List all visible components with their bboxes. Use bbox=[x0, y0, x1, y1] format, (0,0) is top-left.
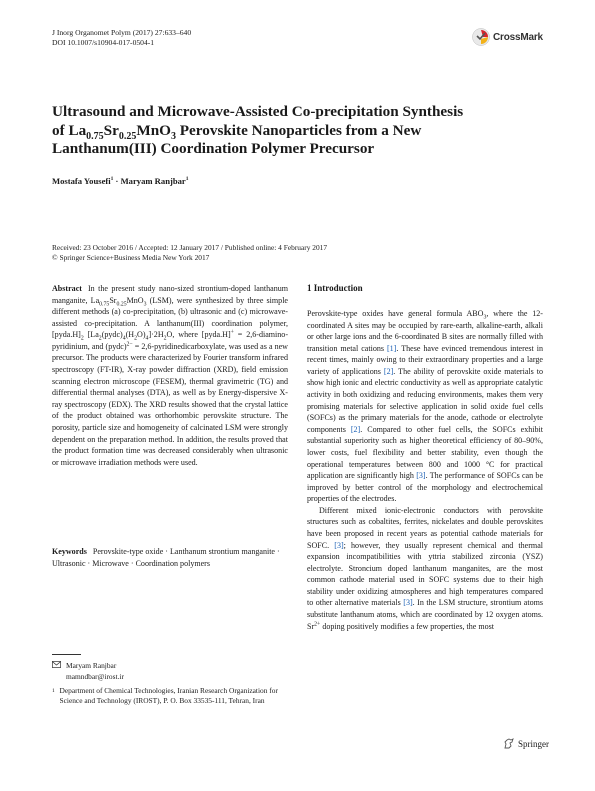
crossmark-badge[interactable] bbox=[472, 26, 552, 48]
title-line-2: of $La_{0.75}Sr_{0.25}MnO_3$ Perovskite Nanoparticles from a New bbox=[52, 121, 422, 142]
title-line-1: Ultrasound and Microwave-Assisted Co-precipitation Synthesis bbox=[52, 103, 464, 120]
crossmark-label: CrossMark bbox=[493, 31, 543, 43]
journal-citation: J Inorg Organomet Polym (2017) 27:633–640 bbox=[52, 28, 192, 37]
corresponding-name: Maryam Ranjbar bbox=[66, 661, 117, 670]
abstract-heading: Abstract bbox=[52, 284, 82, 293]
section-heading-introduction: 1 Introduction bbox=[307, 283, 363, 293]
author-list: Mostafa Yousefi$^1$ · Maryam Ranjbar$^1$ bbox=[52, 176, 189, 186]
abstract: Abstract In the present study nano-sized strontium-doped lanthanum manganite, $La_{0.75}Sr_{0.25}MnO_3$ (LSM), were synthesized by three simple different methods (a) co-precipitation, (b) ultrasonic and (c) microwave-assisted co-precipitation. A lanthanum(III) coordination polymer, $[pyda.H]_2$ $[La_2(pydc)_4(H_2O)_4]\cdot 2H_2O$, where [pyda.H]+ = 2,6-diamino-pyridinium, and (pydc)$^{2-}$ = 2,6-pyridinedicarboxylate, was used as a new precursor. The products were characterized by Fourier transform infrared spectroscopy (FT-IR), X-ray powder diffraction (XRD), field emission scanning electron microscope (FESEM), thermal gravimetric (TG) and differential thermal analyses (DTA), as well as by Energy-dispersive X-ray spectroscopy (EDX). The XRD results showed that the crystal lattice of the product obtained was orthorhombic perovskite structure. The porosity, particle size and homogeneity of calcinated LSM were strongly dependent on the preparation method. In addition, the results proved that the product formation time was decreased considerably when ultrasonic or microwave irradiation methods were used. bbox=[52, 284, 289, 467]
keywords-heading: Keywords bbox=[52, 547, 87, 556]
affiliation: 1 Department of Chemical Technologies, Iranian Research Organization for Science and Technology (IROST), P. O. Box 33535-111, Tehran, Iran bbox=[52, 686, 288, 706]
introduction-body bbox=[307, 308, 543, 632]
envelope-icon bbox=[52, 660, 66, 671]
citation-link[interactable]: [2] bbox=[383, 366, 394, 376]
email-link[interactable]: mamndbar@irost.ir bbox=[66, 672, 124, 681]
citation-link[interactable]: [2] bbox=[350, 424, 361, 434]
doi-line[interactable]: DOI 10.1007/s10904-017-0504-1 bbox=[52, 38, 155, 47]
paragraph: Different mixed ionic-electronic conductors with perovskite structures such as cobaltites, ferrites, nickelates and double perovskites have been proposed in recent years as potential cathode materials for SOFC. [3]; however, they usually represent chemical and thermal expansion incompatibilities with yttria stabilized zirconia (YSZ) electrolyte. Stroncium doped lanthanum manganites, are the most common cathode material used in SOFC systems due to their high stability under oxidizing atmospheres and high temperatures compared to other alternative materials [3]. In the LSM structure, strontium atoms substitute lanthanum atoms, which are coordinated by 12 oxygen atoms. $Sr^{2+}$ doping positively modifies a few properties, the most bbox=[307, 505, 543, 631]
footnote-divider bbox=[52, 654, 81, 655]
author-name[interactable]: Maryam Ranjbar bbox=[120, 176, 186, 186]
copyright-line: © Springer Science+Business Media New York 2017 bbox=[52, 253, 210, 262]
corresponding-author bbox=[52, 660, 124, 682]
article-title bbox=[52, 103, 552, 159]
keywords-text: Perovskite-type oxide · Lanthanum strontium manganite · Ultrasonic · Microwave · Coordination polymers bbox=[52, 547, 280, 568]
citation-link[interactable]: [1] bbox=[386, 343, 397, 353]
springer-logo bbox=[503, 738, 549, 749]
publication-dates: Received: 23 October 2016 / Accepted: 12 January 2017 / Published online: 4 February 2017 © Springer Science+Business Media New York 2017 bbox=[52, 243, 328, 262]
paragraph: Perovskite-type oxides have general formula $ABO_3$, where the 12-coordinated A sites may be occupied by rare-earth, alkaline-earth, alkali or other large ions and the 6-coordinated B sites are normally filled with transition metal cations [1]. These have evinced tremendous interest in recent times, mainly owing to their extraordinary properties and a large variety of applications [2]. The ability of perovskite oxide materials to show high ionic and electric conductivity as well as appropriate catalytic activity in both oxidizing and reducing environments, makes them very promising materials for selective application in solid oxide fuel cells (SOFCs) as the primary materials for the anode, cathode or electrolyte components [2]. Compared to other fuel cells, the SOFCs exhibit substantial superiority such as higher theoretical efficiency of 80–90%, lower costs, fuel flexibility and better stability, even though the operational temperatures between 800 and 1000 °C for practical application are significantly high [3]. The performance of SOFCs can be improved by better control of the morphology and electrochemical properties of the electrodes. bbox=[307, 309, 544, 504]
publisher-name: Springer bbox=[518, 738, 549, 749]
citation-link[interactable]: [3] bbox=[403, 598, 413, 608]
citation-link[interactable]: [3] bbox=[334, 540, 344, 550]
author-name[interactable]: Mostafa Yousefi bbox=[52, 176, 111, 186]
citation-link[interactable]: [3] bbox=[416, 471, 426, 481]
affiliation-text: Department of Chemical Technologies, Iranian Research Organization for Science and Technology (IROST), P. O. Box 33535-111, Tehran, Iran bbox=[59, 686, 278, 706]
keywords bbox=[52, 546, 288, 569]
crossmark-icon bbox=[472, 28, 490, 46]
title-line-3: Lanthanum(III) Coordination Polymer Precursor bbox=[52, 140, 375, 157]
springer-horse-icon bbox=[503, 738, 515, 749]
